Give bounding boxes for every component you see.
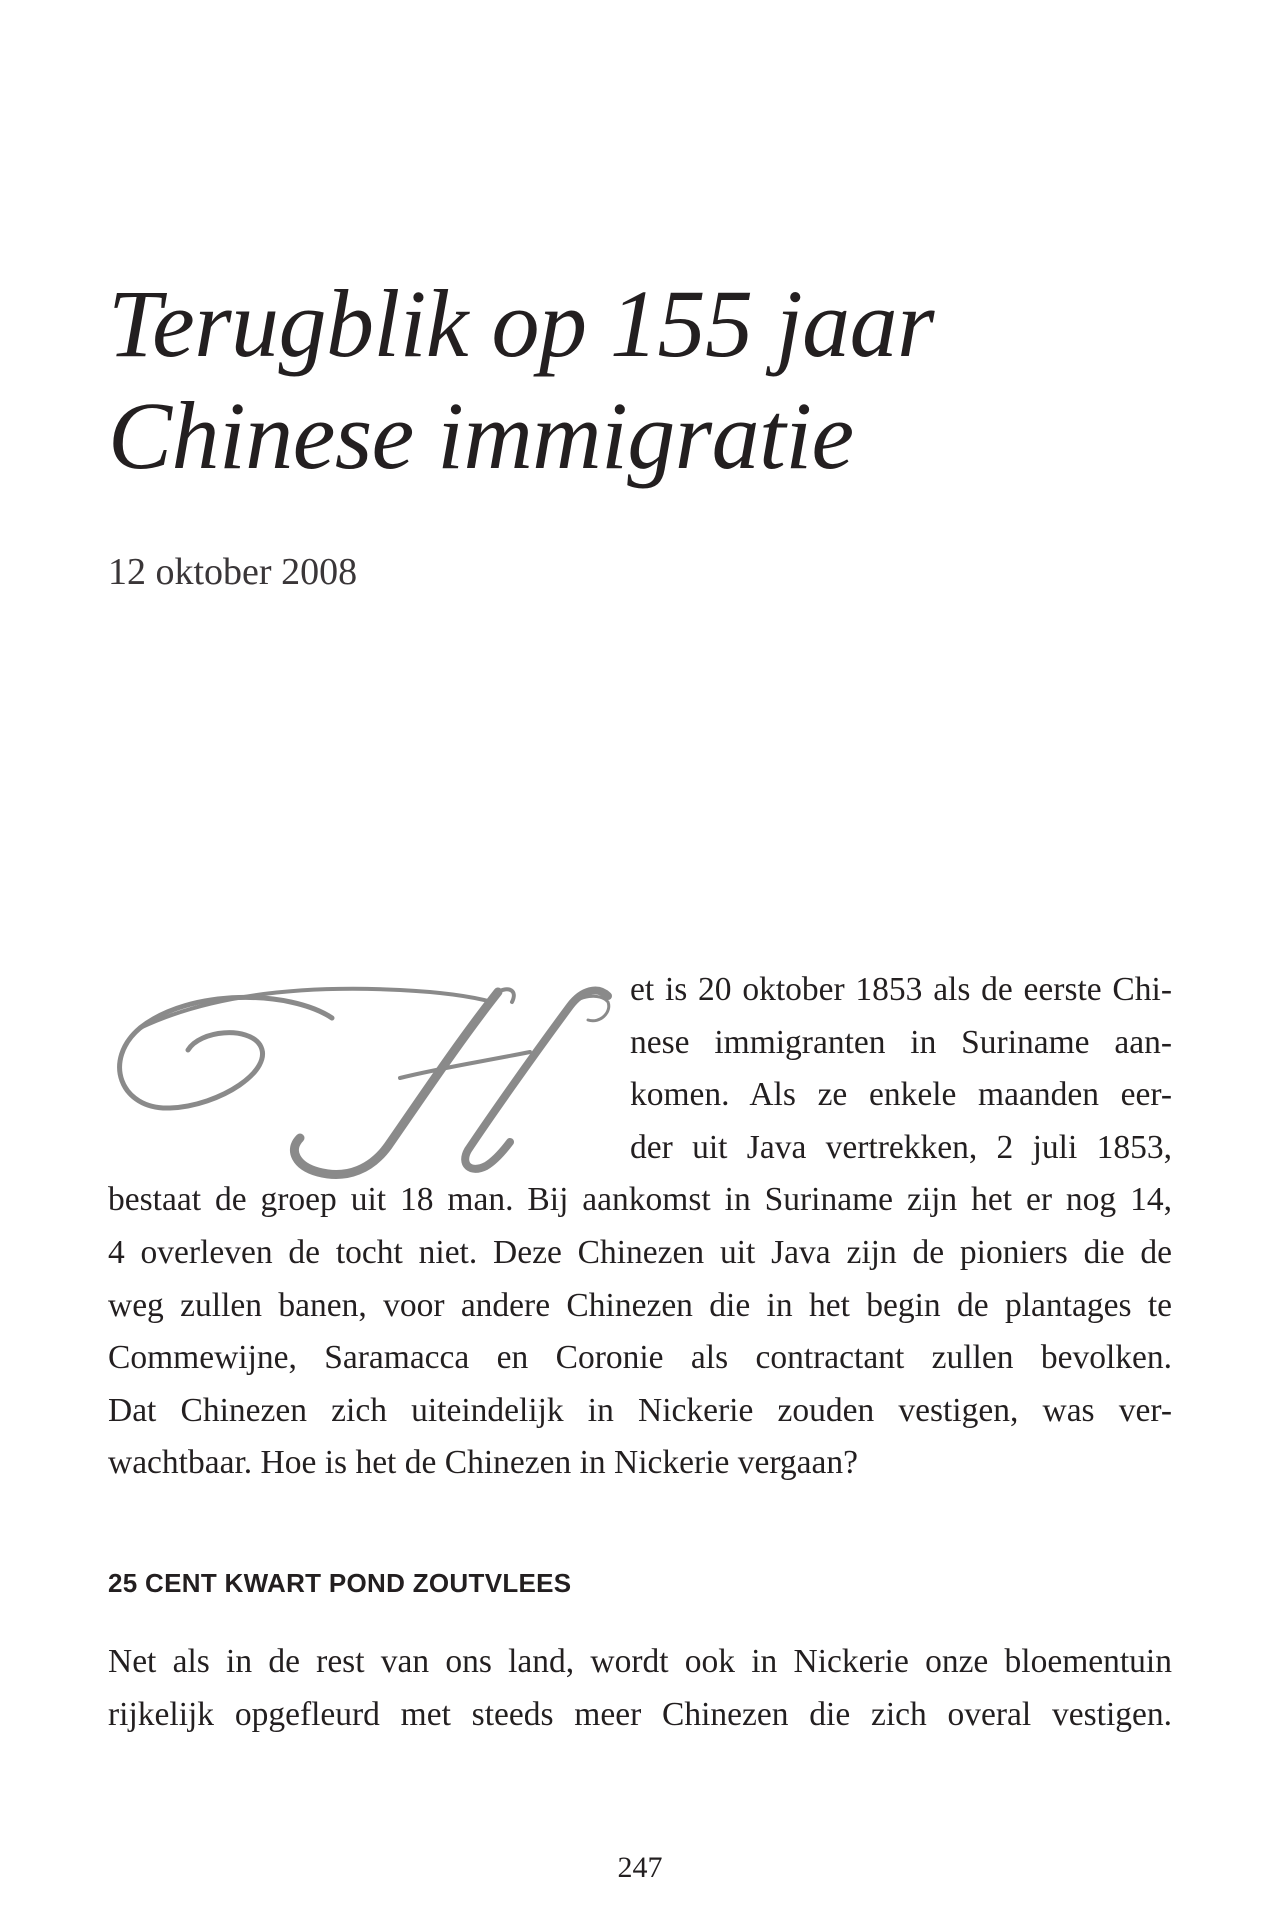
intro-line: wachtbaar. Hoe is het de Chinezen in Nickerie vergaan? (108, 1444, 859, 1482)
section-heading: 25 CENT KWART POND ZOUTVLEES (108, 1568, 572, 1598)
intro-line: weg zullen banen, voor andere Chinezen die in het begin de plantages te (108, 1286, 1172, 1324)
intro-line: nese immigranten in Suriname aan- (630, 1023, 1172, 1061)
intro-line: bestaat de groep uit 18 man. Bij aankomst in Suriname zijn het er nog 14, (108, 1181, 1172, 1219)
intro-line: 4 overleven de tocht niet. Deze Chinezen uit Java zijn de pioniers die de (108, 1233, 1172, 1271)
page-number: 247 (617, 1851, 663, 1884)
section-line: rijkelijk opgefleurd met steeds meer Chinezen die zich overal vestigen. (108, 1695, 1172, 1733)
intro-line: Dat Chinezen zich uiteindelijk in Nickerie zouden vestigen, was ver- (108, 1391, 1172, 1429)
intro-line: et is 20 oktober 1853 als de eerste Chi- (630, 971, 1172, 1008)
intro-line: Commewijne, Saramacca en Coronie als contractant zullen bevolken. (108, 1339, 1172, 1377)
intro-line: komen. Als ze enkele maanden eer- (630, 1076, 1172, 1114)
intro-paragraph (108, 964, 1172, 1490)
chapter-title-line-2: Chinese immigratie (108, 382, 854, 489)
section-line: Net als in de rest van ons land, wordt ook in Nickerie onze bloementuin (108, 1643, 1172, 1680)
chapter-title-line-1: Terugblik op 155 jaar (108, 270, 935, 377)
intro-line: der uit Java vertrekken, 2 juli 1853, (630, 1128, 1172, 1166)
chapter-title (108, 268, 1168, 492)
chapter-date: 12 oktober 2008 (108, 551, 358, 593)
section-paragraph (108, 1636, 1172, 1741)
